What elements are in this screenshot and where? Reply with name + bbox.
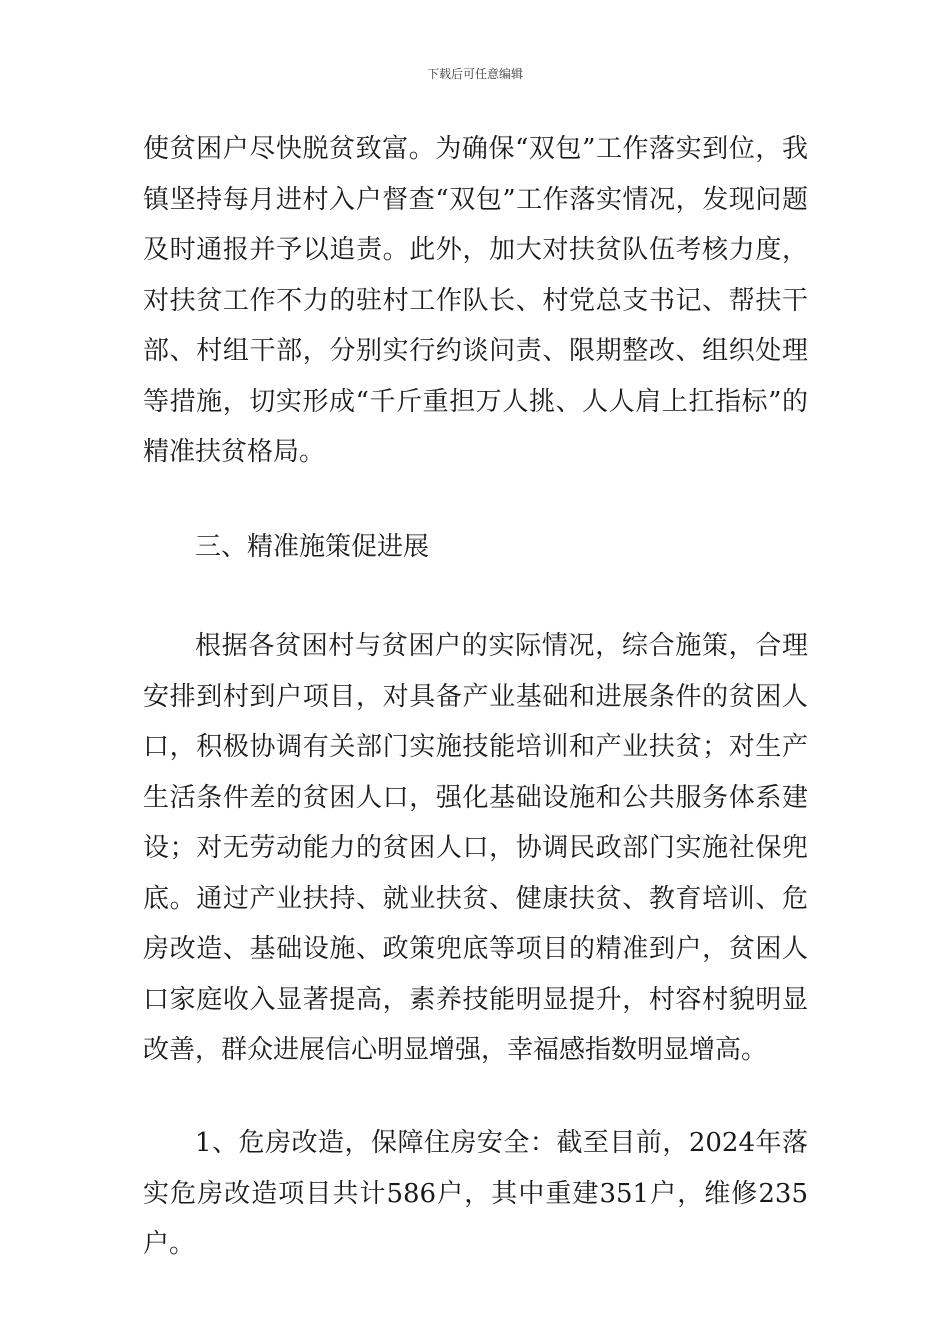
paragraph-measures: 根据各贫困村与贫困户的实际情况，综合施策，合理安排到村到户项目，对具备产业基础和进展条件的贫困人口，积极协调有关部门实施技能培训和产业扶贫；对生产生活条件差的贫困人口，强化基础设施和公共服务体系建设；对无劳动能力的贫困人口，协调民政部门实施社保兜底。通过产业扶持、就业扶贫、健康扶贫、教育培训、危房改造、基础设施、政策兜底等项目的精准到户，贫困人口家庭收入显著提高，素养技能明显提升，村容村貌明显改善，群众进展信心明显增强，幸福感指数明显增高。	[143, 631, 808, 1065]
paragraph-housing: 1、危房改造，保障住房安全：截至目前，2024年落实危房改造项目共计586户，其中重建351户，维修235户。	[143, 1128, 808, 1259]
paragraph-continuation: 使贫困户尽快脱贫致富。为确保“双包”工作落实到位，我镇坚持每月进村入户督查“双包”工作落实情况，发现问题及时通报并予以追责。此外，加大对扶贫队伍考核力度，对扶贫工作不力的驻村工作队长、村党总支书记、帮扶干部、村组干部，分别实行约谈问责、限期整改、组织处理等措施，切实形成“千斤重担万人挑、人人肩上扛指标”的精准扶贫格局。	[143, 134, 808, 467]
section-heading: 三、精准施策促进展	[195, 532, 430, 562]
page-header: 下载后可任意编辑	[426, 67, 523, 81]
